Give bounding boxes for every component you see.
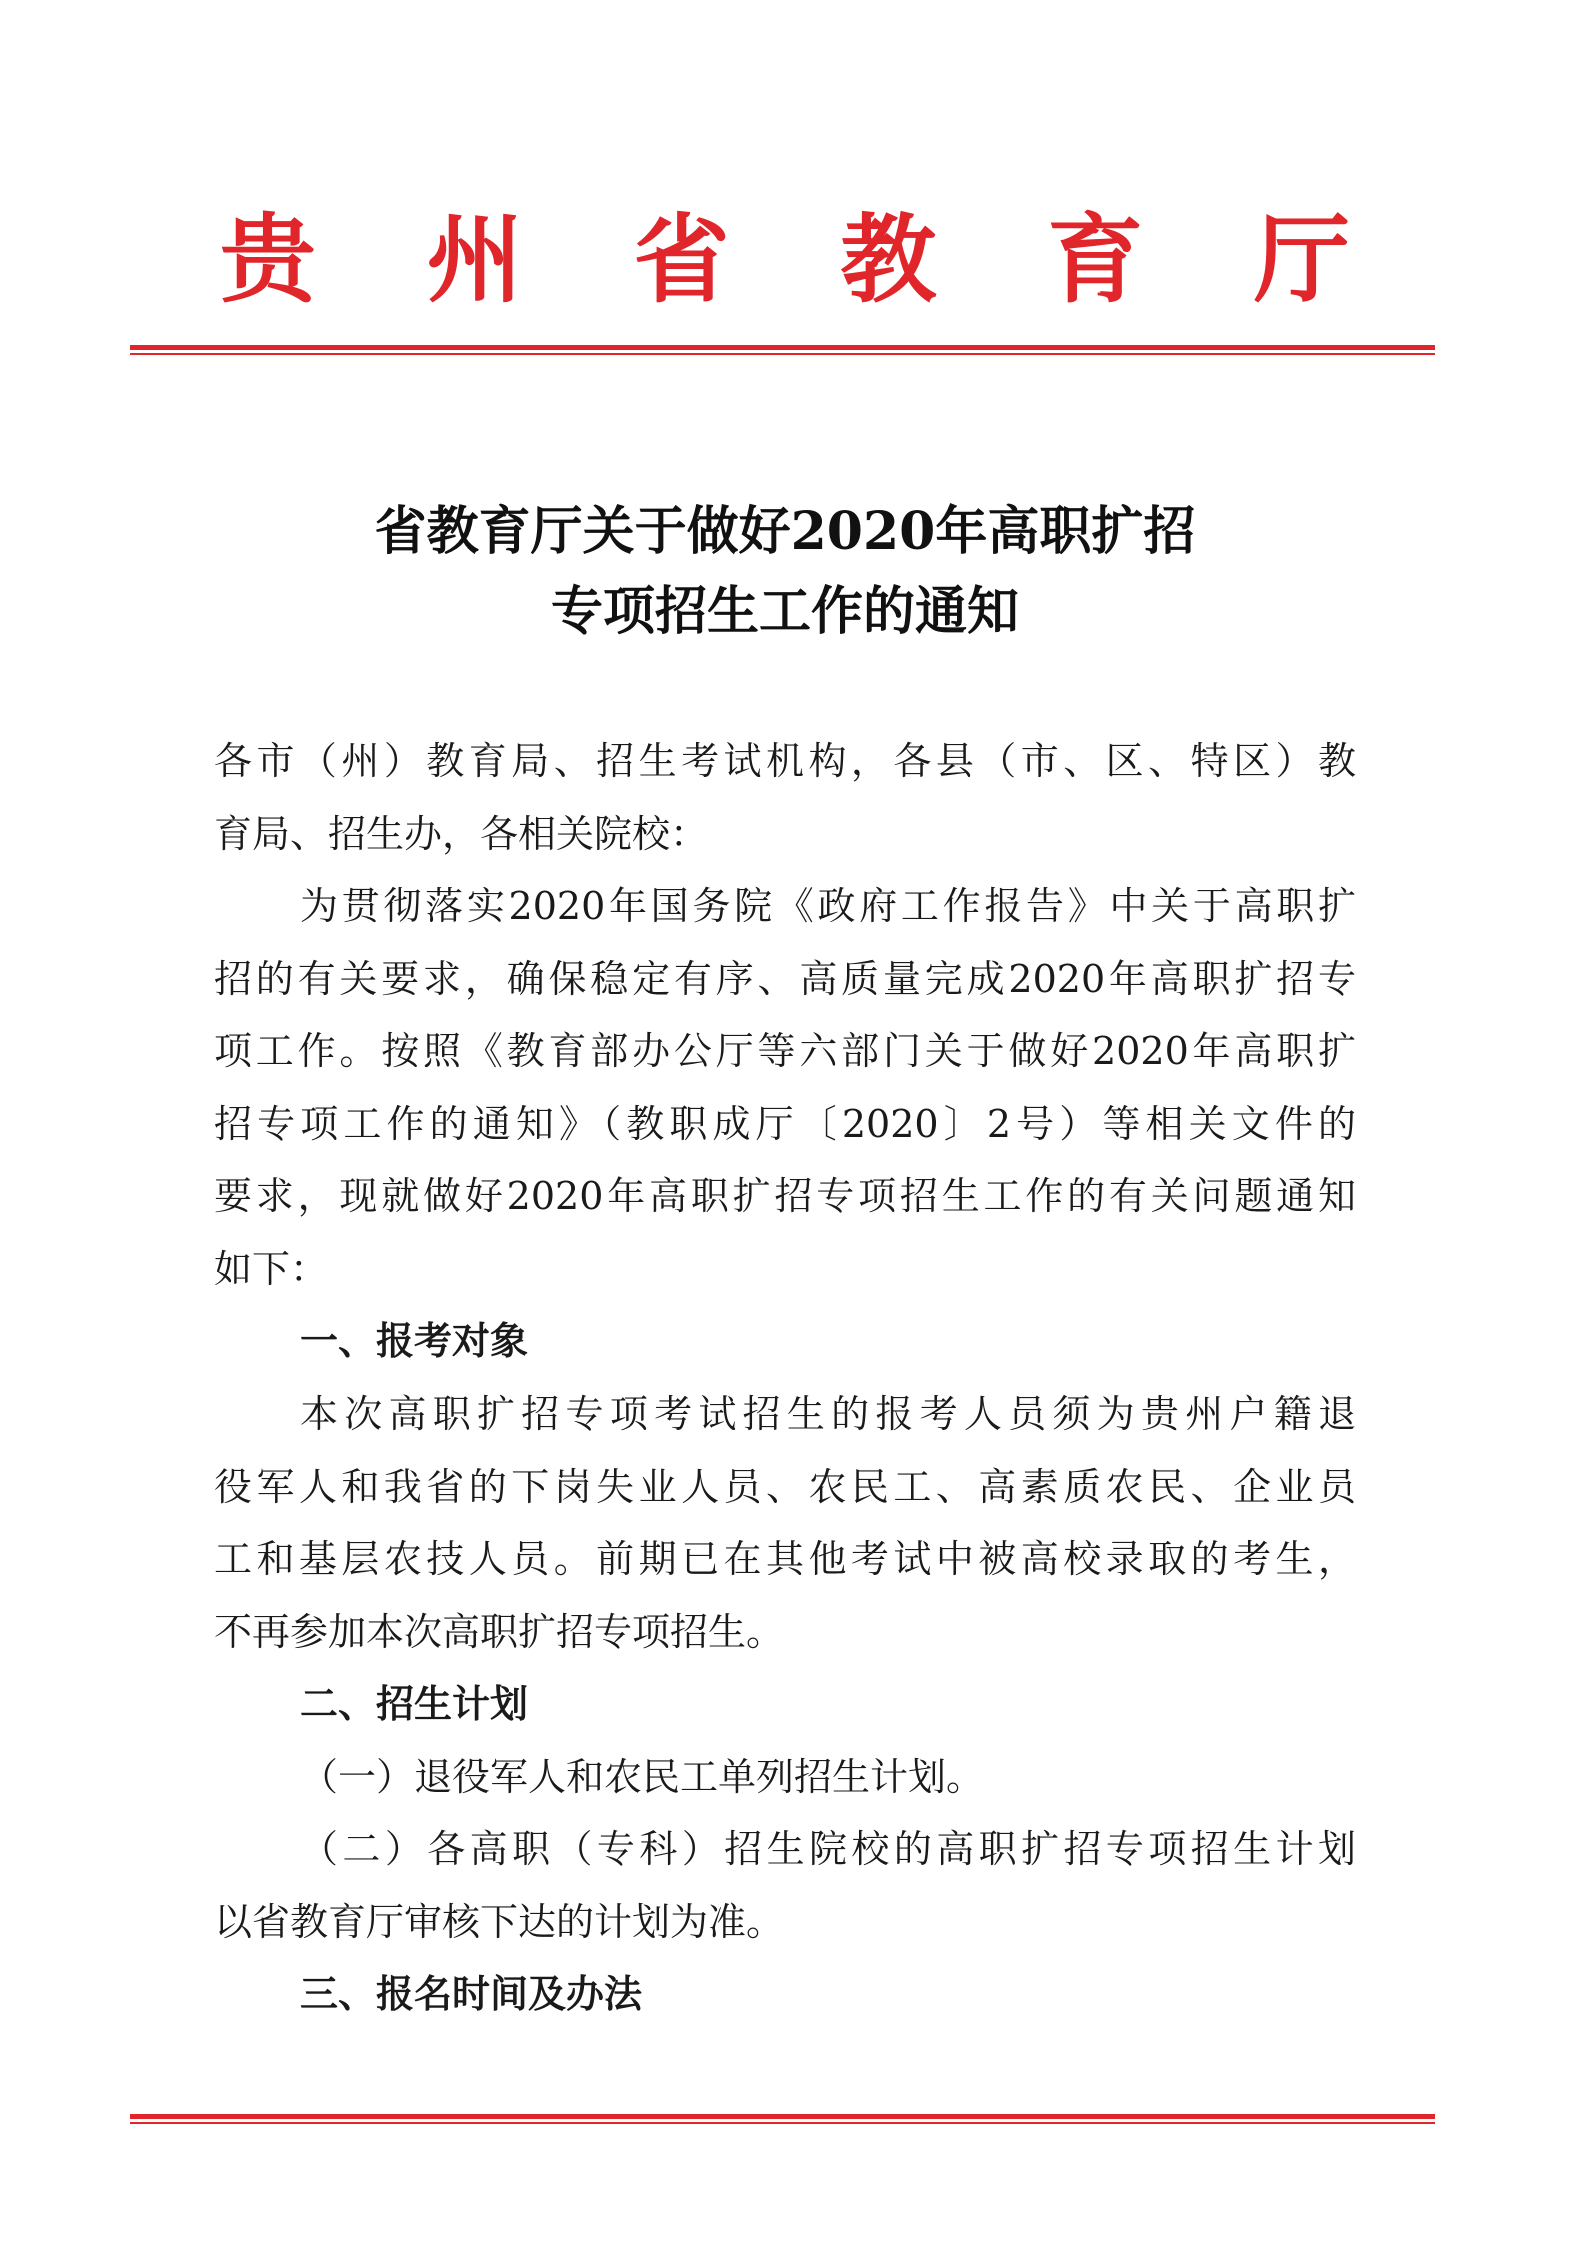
paragraph-line: 为贯彻落实2020年国务院《政府工作报告》中关于高职扩 [300,884,1356,928]
list-item: （二）各高职（专科）招生院校的高职扩招专项招生计划 [300,1827,1356,1871]
header-red-rule-thick [130,345,1435,350]
header-red-rule-thin [130,353,1435,355]
header-char: 厅 [1253,203,1350,316]
document-title-line-1: 省教育厅关于做好2020年高职扩招 [374,501,1196,562]
paragraph-line: 招的有关要求，确保稳定有序、高质量完成2020年高职扩招专 [214,957,1356,1001]
footer-red-rule-thin [130,2122,1435,2124]
paragraph-line: 不再参加本次高职扩招专项招生。 [214,1610,785,1654]
paragraph-line: 如下： [214,1247,329,1291]
paragraph-line: 招专项工作的通知》（教职成厅〔2020〕2号）等相关文件的 [214,1102,1356,1146]
header-char: 州 [426,203,523,316]
footer-red-rule-thick [130,2114,1435,2119]
paragraph-line: 工和基层农技人员。前期已在其他考试中被高校录取的考生， [214,1537,1356,1581]
document-title-line-2: 专项招生工作的通知 [550,581,1019,642]
section-heading-1: 一、报考对象 [300,1319,529,1363]
paragraph-line: 要求，现就做好2020年高职扩招专项招生工作的有关问题通知 [214,1174,1356,1218]
header-char: 教 [840,203,937,316]
list-item: （一）退役军人和农民工单列招生计划。 [300,1755,985,1799]
issuing-authority-header [220,205,1350,315]
recipients-line-2: 育局、招生办，各相关院校： [214,812,709,856]
header-char: 省 [633,203,730,316]
paragraph-line: 项工作。按照《教育部办公厅等六部门关于做好2020年高职扩 [214,1029,1356,1073]
section-heading-2: 二、招生计划 [300,1682,529,1726]
paragraph-line: 本次高职扩招专项考试招生的报考人员须为贵州户籍退 [300,1392,1356,1436]
header-char: 育 [1047,203,1144,316]
recipients-line-1: 各市（州）教育局、招生考试机构，各县（市、区、特区）教 [214,739,1356,783]
paragraph-line: 役军人和我省的下岗失业人员、农民工、高素质农民、企业员 [214,1465,1356,1509]
header-char: 贵 [220,203,316,316]
section-heading-3: 三、报名时间及办法 [300,1972,643,2016]
paragraph-line: 以省教育厅审核下达的计划为准。 [214,1900,785,1944]
